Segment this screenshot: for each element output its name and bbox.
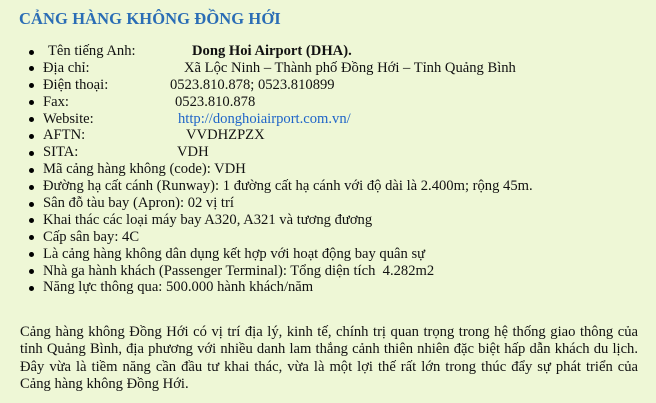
description-paragraph: Cảng hàng không Đồng Hới có vị trí địa lý, kinh tế, chính trị quan trọng trong hệ thống giao thông của tỉnh Quảng Bình, địa phương với nhiều danh lam thắng cảnh thiên nhiên đặc biệt hấp dẫn khách du lịch. Đây vừa là tiềm năng cần đầu tư khai thác, vừa là một lợi thế rất lớn trong thúc đẩy sự phát triển của Cảng hàng không Đồng Hới. xyxy=(20,324,638,392)
bullet-icon xyxy=(29,100,34,105)
website-link[interactable]: http://donghoiairport.com.vn/ xyxy=(178,110,351,127)
sita-label: SITA: xyxy=(43,144,79,161)
english-name-value: Dong Hoi Airport (DHA). xyxy=(192,43,352,59)
bullet-icon xyxy=(29,83,34,88)
terminal-text: Nhà ga hành khách (Passenger Terminal): Tổng diện tích 4.282m2 xyxy=(43,262,435,279)
aftn-value: VVDHZPZX xyxy=(186,127,265,144)
airport-info-list xyxy=(0,43,656,296)
runway-text: Đường hạ cất cánh (Runway): 1 đường cất hạ cánh với độ dài là 2.400m; rộng 45m. xyxy=(43,178,533,195)
page-title: CẢNG HÀNG KHÔNG ĐỒNG HỚI xyxy=(19,9,281,28)
fax-value: 0523.810.878 xyxy=(175,93,256,110)
phone-value: 0523.810.878; 0523.810899 xyxy=(170,76,335,93)
list-item-airport-class xyxy=(0,229,656,246)
list-item-address xyxy=(0,60,656,77)
bullet-icon xyxy=(29,269,34,274)
phone-label: Điện thoại: xyxy=(43,76,109,93)
address-label: Địa chỉ: xyxy=(43,59,90,76)
airport-class-text: Cấp sân bay: 4C xyxy=(43,228,140,245)
bullet-icon xyxy=(29,117,34,122)
aftn-label: AFTN: xyxy=(43,127,86,144)
list-item-airport-code xyxy=(0,161,656,178)
airport-code-text: Mã cảng hàng không (code): VDH xyxy=(43,161,246,178)
list-item-aircraft xyxy=(0,212,656,229)
list-item-apron xyxy=(0,195,656,212)
bullet-icon xyxy=(29,252,34,257)
list-item-aftn xyxy=(0,127,656,144)
list-item-phone xyxy=(0,77,656,94)
bullet-icon xyxy=(29,66,34,71)
list-item-website xyxy=(0,111,656,128)
list-item-fax xyxy=(0,94,656,111)
list-item-sita xyxy=(0,144,656,161)
list-item-english-name xyxy=(0,43,656,60)
apron-text: Sân đỗ tàu bay (Apron): 02 vị trí xyxy=(43,195,234,212)
english-name-label: Tên tiếng Anh: xyxy=(48,43,136,59)
sita-value: VDH xyxy=(177,144,209,161)
bullet-icon xyxy=(29,235,34,240)
website-label: Website: xyxy=(43,110,94,127)
bullet-icon xyxy=(29,168,34,173)
bullet-icon xyxy=(29,185,34,190)
capacity-text: Năng lực thông qua: 500.000 hành khách/năm xyxy=(43,279,314,296)
joint-use-text: Là cảng hàng không dân dụng kết hợp với hoạt động bay quân sự xyxy=(43,245,426,262)
fax-label: Fax: xyxy=(43,93,69,110)
list-item-terminal xyxy=(0,263,656,280)
list-item-capacity xyxy=(0,279,656,296)
aircraft-text: Khai thác các loại máy bay A320, A321 và tương đương xyxy=(43,211,373,228)
bullet-icon xyxy=(29,218,34,223)
list-item-joint-use xyxy=(0,246,656,263)
bullet-icon xyxy=(29,134,34,139)
bullet-icon xyxy=(29,151,34,156)
address-value: Xã Lộc Ninh – Thành phố Đồng Hới – Tỉnh Quảng Bình xyxy=(184,59,516,76)
bullet-icon xyxy=(29,50,34,55)
list-item-runway xyxy=(0,178,656,195)
bullet-icon xyxy=(29,202,34,207)
bullet-icon xyxy=(29,286,34,291)
